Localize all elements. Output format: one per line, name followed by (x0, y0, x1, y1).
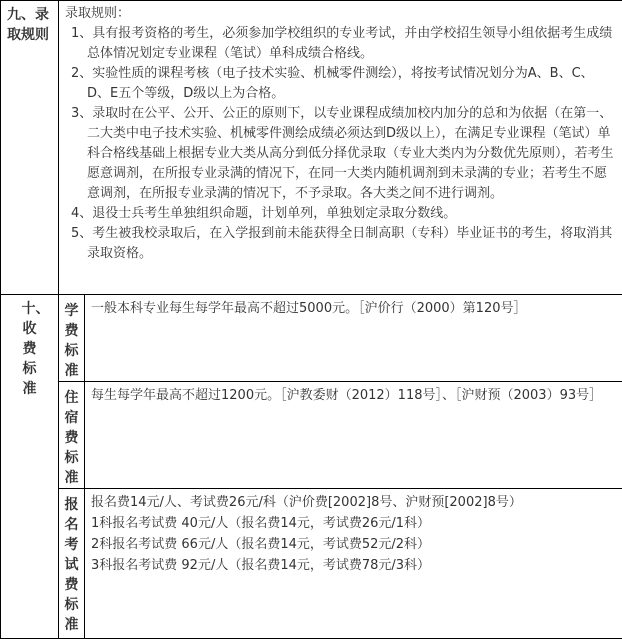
fee-line: 1科报名考试费 40元/人（报名费14元，考试费26元/1科） (91, 513, 616, 534)
section-9-heading: 九、录取规则 (1, 1, 59, 295)
tuition-content (85, 295, 622, 382)
tuition-row (1, 295, 622, 382)
exam-fee-content (85, 489, 622, 639)
rule-item: 1、具有报考资格的考生，必须参加学校组织的专业考试，并由学校招生领导小组依据考生成绩总体情况划定专业课程（笔试）单科成绩合格线。 (68, 24, 616, 64)
fee-line: 每生每学年最高不超过1200元。［沪教委财（2012）118号］、［沪财预（2003）93号］ (91, 385, 616, 406)
exam-fee-label: 报名考试费标准 (64, 495, 80, 635)
exam-fee-label-cell (59, 489, 85, 639)
lodging-row (1, 382, 622, 489)
tuition-label: 学费标准 (64, 301, 80, 381)
fee-line: 报名费14元/人、考试费26元/科（沪价费[2002]8号、沪财预[2002]8号） (91, 492, 616, 513)
fee-line: 2科报名考试费 66元/人（报名费14元，考试费52元/2科） (91, 534, 616, 555)
section-10-heading-cell (1, 295, 59, 639)
lodging-label: 住宿费标准 (64, 388, 80, 488)
tuition-label-cell (59, 295, 85, 382)
lodging-label-cell (59, 382, 85, 489)
section-9-row (1, 1, 622, 295)
exam-fee-row (1, 489, 622, 639)
fee-line: 一般本科专业每生每学年最高不超过5000元。［沪价行（2000）第120号］ (91, 298, 616, 319)
rule-item: 5、考生被我校录取后，在入学报到前未能获得全日制高职（专科）毕业证书的考生，将取消其录取资格。 (68, 224, 616, 264)
fee-line: 3科报名考试费 92元/人（报名费14元，考试费78元/3科） (91, 555, 616, 576)
rule-item: 4、退役士兵考生单独组织命题，计划单列，单独划定录取分数线。 (68, 204, 616, 224)
rule-item: 2、实验性质的课程考核（电子技术实验、机械零件测绘），将按考试情况划分为A、B、C、D、E五个等级，D级以上为合格。 (68, 64, 616, 104)
lodging-content (85, 382, 622, 489)
rule-item: 3、录取时在公平、公开、公正的原则下，以专业课程成绩加校内加分的总和为依据（在第一、二大类中电子技术实验、机械零件测绘成绩必须达到D级以上），在满足专业课程（笔试）单科合格线基础上根据专业大类从高分到低分择优录取（专业大类内为分数优先原则），若考生愿意调剂，在所报专业录满的情况下，在同一大类内随机调剂到未录满的专业；若考生不愿意调剂，在所报专业录满的情况下，不予录取。各大类之间不进行调剂。 (68, 104, 616, 204)
rules-intro: 录取规则： (65, 4, 616, 24)
admission-rules-cell (59, 1, 622, 295)
section-10-heading: 十、收费标准 (22, 299, 38, 399)
